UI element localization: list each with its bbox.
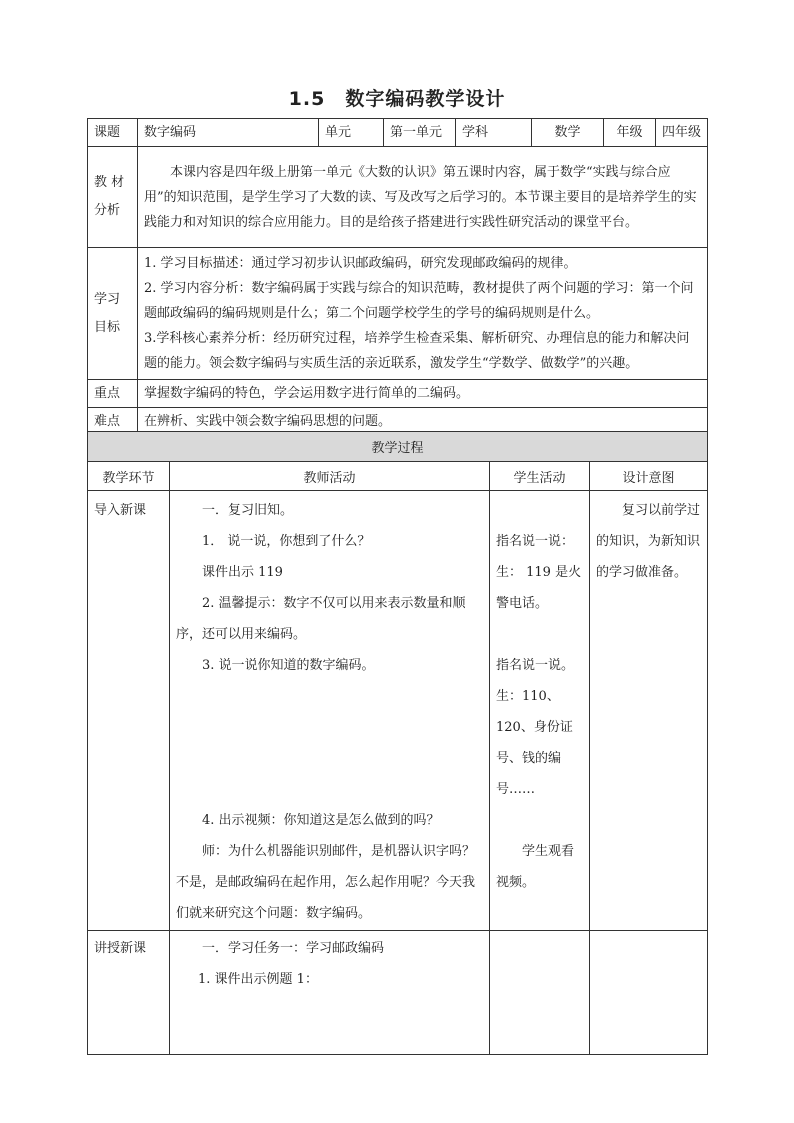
teacher-line: 1． 说一说，你想到了什么？ xyxy=(202,534,371,549)
subject-label: 学科 xyxy=(456,119,532,147)
intro-design-intent xyxy=(590,491,708,931)
student-line: 学生观看视频。 xyxy=(496,844,575,890)
goals-label-line1: 学习 xyxy=(94,291,121,307)
teacher-line: 课件出示 119 xyxy=(202,565,283,580)
goal-item: 3.学科核心素养分析：经历研究过程，培养学生检查采集、解析研究、办理信息的能力和解决问题的能力。领会数字编码与实质生活的亲近联系，激发学生“学数学、做数学”的兴趣。 xyxy=(144,331,690,371)
difficulty-text: 在辨析、实践中领会数字编码思想的问题。 xyxy=(138,408,708,436)
analysis-row xyxy=(88,147,708,248)
goals-row xyxy=(88,248,708,380)
page-title: 1.5 数字编码教学设计 xyxy=(288,88,506,110)
grade-label: 年级 xyxy=(604,119,656,147)
analysis-label xyxy=(88,147,138,248)
teach-student-activity xyxy=(490,931,590,1055)
teach-stage-label: 讲授新课 xyxy=(94,941,147,956)
intro-teacher-activity xyxy=(170,491,490,931)
subject-value: 数学 xyxy=(532,119,604,147)
analysis-content xyxy=(138,147,708,248)
column-header-stage: 教学环节 xyxy=(88,462,170,491)
student-line: 指名说一说： xyxy=(496,534,575,549)
teach-stage xyxy=(88,931,170,1055)
student-line: 生： 119 是火警电话。 xyxy=(496,565,582,611)
teacher-line: 一．复习旧知。 xyxy=(202,503,294,518)
unit-label: 单元 xyxy=(319,119,384,147)
teacher-line: 一．学习任务一：学习邮政编码 xyxy=(202,941,385,956)
intro-student-activity xyxy=(490,491,590,931)
topic-value: 数字编码 xyxy=(138,119,319,147)
analysis-label-line2: 分析 xyxy=(94,203,121,218)
difficulty-label: 难点 xyxy=(88,408,138,436)
teaching-process-table xyxy=(87,431,708,1055)
goals-label-line2: 目标 xyxy=(94,319,121,335)
intro-stage-label: 导入新课 xyxy=(94,503,147,518)
teach-design-intent xyxy=(590,931,708,1055)
intro-row xyxy=(88,491,708,931)
key-point-row xyxy=(88,380,708,408)
teacher-line: 2. 温馨提示：数字不仅可以用来表示数量和顺序，还可以用来编码。 xyxy=(176,596,466,642)
lesson-info-table xyxy=(87,118,708,436)
column-header-student: 学生活动 xyxy=(490,462,590,491)
key-point-label: 重点 xyxy=(88,380,138,408)
teacher-line: 师：为什么机器能识别邮件，是机器认识字吗？不是，是邮政编码在起作用，怎么起作用呢？今天我们就来研究这个问题：数字编码。 xyxy=(176,844,476,921)
intro-stage xyxy=(88,491,170,931)
teacher-line: 1. 课件出示例题 1： xyxy=(198,972,318,987)
topic-label: 课题 xyxy=(88,119,138,147)
column-header-intent: 设计意图 xyxy=(590,462,708,491)
student-line: 指名说一说。 xyxy=(496,658,575,673)
teacher-line: 4. 出示视频：你知道这是怎么做到的吗？ xyxy=(202,813,440,828)
key-point-text: 掌握数字编码的特色，学会运用数字进行简单的二编码。 xyxy=(138,380,708,408)
process-heading: 教学过程 xyxy=(88,432,708,462)
teach-teacher-activity xyxy=(170,931,490,1055)
process-columns-row xyxy=(88,462,708,491)
analysis-text: 本课内容是四年级上册第一单元《大数的认识》第五课时内容，属于数学“实践与综合应用”的知识范围，是学生学习了大数的读、写及改写之后学习的。本节课主要目的是培养学生的实践能力和对知识的综合应用能力。目的是给孩子搭建进行实践性研究活动的课堂平台。 xyxy=(144,164,697,230)
analysis-label-line1: 教 材 xyxy=(94,175,125,190)
grade-value: 四年级 xyxy=(656,119,708,147)
goal-item: 2. 学习内容分析：数字编码属于实践与综合的知识范畴，教材提供了两个问题的学习：第一个问题邮政编码的编码规则是什么；第二个问题学校学生的学号的编码规则是什么。 xyxy=(144,281,694,321)
unit-value: 第一单元 xyxy=(384,119,456,147)
teach-row xyxy=(88,931,708,1055)
goal-item: 1. 学习目标描述：通过学习初步认识邮政编码，研究发现邮政编码的规律。 xyxy=(144,256,577,271)
process-heading-row xyxy=(88,432,708,462)
teacher-line: 3. 说一说你知道的数字编码。 xyxy=(202,658,375,673)
column-header-teacher: 教师活动 xyxy=(170,462,490,491)
goals-content xyxy=(138,248,708,380)
info-row xyxy=(88,119,708,147)
intent-text: 复习以前学过的知识，为新知识的学习做准备。 xyxy=(596,503,701,580)
student-line: 生：110、120、身份证号、钱的编号…… xyxy=(496,689,573,797)
goals-label xyxy=(88,248,138,380)
